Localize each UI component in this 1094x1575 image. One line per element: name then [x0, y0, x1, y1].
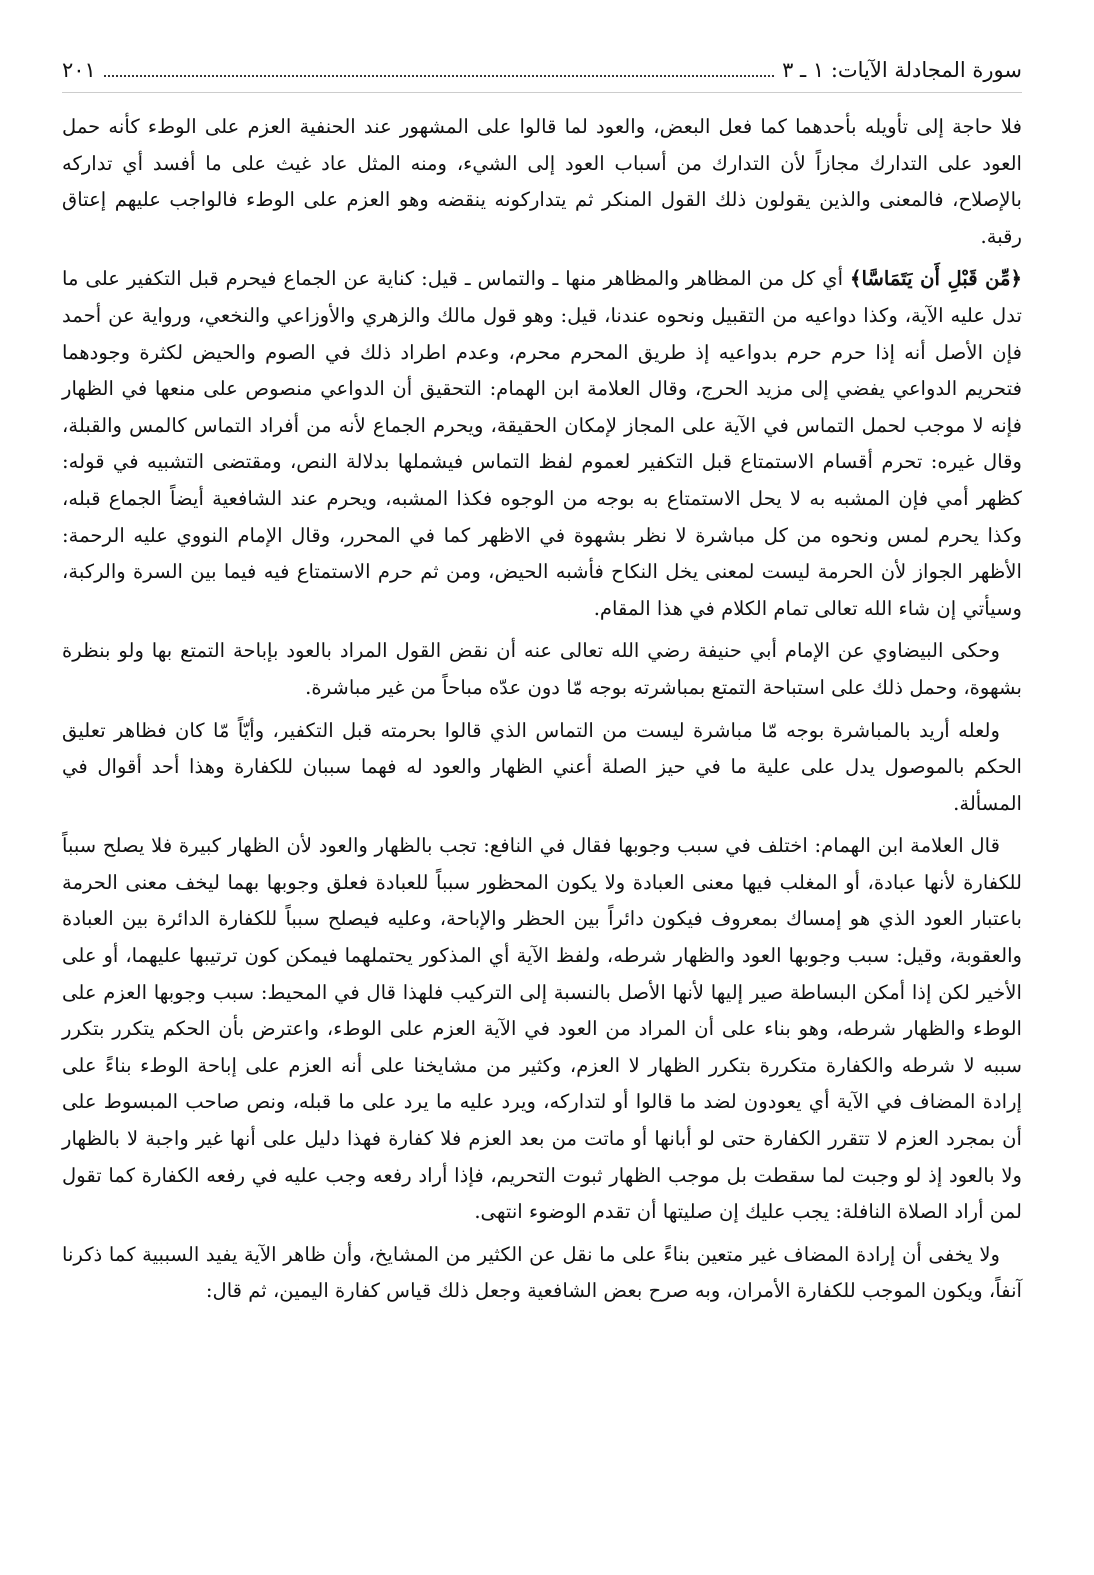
paragraph: فلا حاجة إلى تأويله بأحدهما كما فعل البعض، والعود لما قالوا على المشهور عند الحنفية العزم على الوطء كأنه حمل العود على التدارك مجازاً لأن التدارك من أسباب العود إلى الشيء، ومنه المثل عاد غيث على ما أفسد أي تداركه بالإصلاح، فالمعنى والذين يقولون ذلك القول المنكر ثم يتداركونه ينقضه وهو العزم على الوطء فالواجب عليهم إعتاق رقبة.: [62, 115, 1022, 248]
quran-verse: ﴿مِّن قَبْلِ أَن يَتَمَاسَّا﴾: [850, 267, 1023, 291]
paragraph: قال العلامة ابن الهمام: اختلف في سبب وجوبها فقال في النافع: تجب بالظهار والعود لأن الظهار كبيرة فلا يصلح سبباً للكفارة لأنها عبادة، أو المغلب فيها معنى العبادة ولا يكون المحظور سبباً للعبادة فعلق وجوبها بهما ليخف معنى الحرمة باعتبار العود الذي هو إمساك بمعروف فيكون دائراً بين الحظر والإباحة، وعليه فيصلح سبباً للكفارة الدائرة بين العبادة والعقوبة، وقيل: سبب وجوبها العود والظهار شرطه، ولفظ الآية أي المذكور يحتملهما فيمكن كون ترتيبها عليهما، أو على الأخير لكن إذا أمكن البساطة صير إليها لأنها الأصل بالنسبة إلى التركيب فلهذا قال في المحيط: سبب وجوبها العزم على الوطء والظهار شرطه، وهو بناء على أن المراد من العود في الآية العزم على الوطء، واعترض بأن الحكم يتكرر بتكرر سببه لا شرطه والكفارة متكررة بتكرر الظهار لا العزم، وكثير من مشايخنا على أنه العزم على إباحة الوطء بناءً على إرادة المضاف في الآية أي يعودون لضد ما قالوا أو لتداركه، ويرد عليه ما يرد على ما قبله، ونص صاحب المبسوط على أن بمجرد العزم لا تتقرر الكفارة حتى لو أبانها أو ماتت من بعد العزم فلا كفارة فهذا دليل على أنها غير واجبة لا بالظهار ولا بالعود إذ لو وجبت لما سقطت بل موجب الظهار ثبوت التحريم، فإذا أراد رفعه وجب عليه في رفعه الكفارة كما تقول لمن أراد الصلاة النافلة: يجب عليك إن صليتها أن تقدم الوضوء انتهى.: [62, 834, 1022, 1224]
document-page: [62, 58, 1022, 1316]
chapter-title: سورة المجادلة الآيات: ١ ـ ٣: [782, 58, 1022, 82]
paragraph-text: أي كل من المظاهر والمظاهر منها ـ والتماس ـ قيل: كناية عن الجماع فيحرم قبل التكفير على ما تدل عليه الآية، وكذا دواعيه من التقبيل ونحوه عندنا، قيل: وهو قول مالك والزهري والأوزاعي والنخعي، ورواية عن أحمد فإن الأصل أنه إذا حرم حرم بدواعيه إذ طريق المحرم محرم، وعدم اطراد ذلك في الصوم والحيض لكثرة وجودهما فتحريم الدواعي يفضي إلى مزيد الحرج، وقال العلامة ابن الهمام: التحقيق أن الدواعي منصوص على منعها في الظهار فإنه لا موجب لحمل التماس في الآية على المجاز لإمكان الحقيقة، ويحرم الجماع لأنه من أفراد التماس كالمس والقبلة، وقال غيره: تحرم أقسام الاستمتاع قبل التكفير لعموم لفظ التماس فيشملها بدلالة النص، ومقتضى التشبيه في قوله: كظهر أمي فإن المشبه به لا يحل الاستمتاع به بوجه من الوجوه فكذا المشبه، ويحرم عند الشافعية أيضاً الجماع قبله، وكذا يحرم لمس ونحوه من كل مباشرة لا نظر بشهوة في الاظهر كما في المحرر، وقال الإمام النووي عليه الرحمة: الأظهر الجواز لأن الحرمة ليست لمعنى يخل النكاح فأشبه الحيض، ومن ثم حرم الاستمتاع فيه فيما بين السرة والركبة، وسيأتي إن شاء الله تعالى تمام الكلام في هذا المقام.: [62, 267, 1022, 620]
paragraph: ولعله أريد بالمباشرة بوجه مّا مباشرة ليست من التماس الذي قالوا بحرمته قبل التكفير، وأيّاً مّا كان فظاهر تعليق الحكم بالموصول يدل على علية ما في حيز الصلة أعني الظهار والعود له فهما سببان للكفارة وهذا أحد أقوال في المسألة.: [62, 718, 1022, 815]
running-header: [62, 58, 1022, 93]
page-number: ٢٠١: [62, 58, 96, 82]
paragraph: وحكى البيضاوي عن الإمام أبي حنيفة رضي الله تعالى عنه أن نقض القول المراد بالعود بإباحة التمتع بها ولو بنظرة بشهوة، وحمل ذلك على استباحة التمتع بمباشرته بوجه مّا دون عدّه مباحاً من غير مباشرة.: [62, 639, 1022, 699]
leader-dots: [104, 75, 774, 77]
paragraph: [62, 261, 1022, 627]
paragraph: ولا يخفى أن إرادة المضاف غير متعين بناءً على ما نقل عن الكثير من المشايخ، وأن ظاهر الآية يفيد السببية كما ذكرنا آنفاً، ويكون الموجب للكفارة الأمران، وبه صرح بعض الشافعية وجعل ذلك قياس كفارة اليمين، ثم قال:: [62, 1242, 1022, 1303]
